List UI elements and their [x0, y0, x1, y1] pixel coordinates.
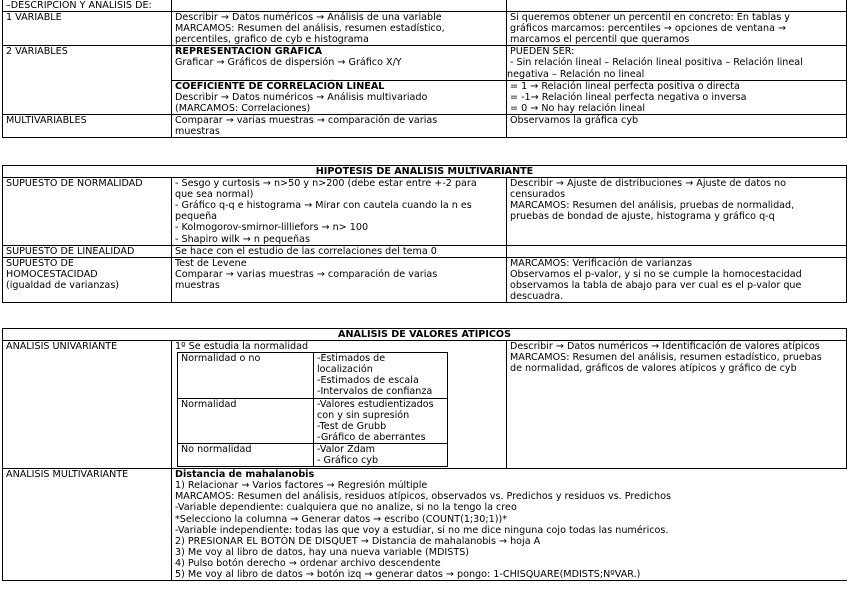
row-label: HOMOCESTACIDAD — [6, 268, 98, 280]
cell-line: Observamos el p-valor, y si no se cumple la homocestacidad — [510, 268, 802, 280]
cell-line: muestras — [175, 279, 220, 291]
row-label: SUPUESTO DE NORMALIDAD — [3, 178, 172, 246]
cell-line: -Estimados de — [317, 353, 386, 365]
cell-line: = 0 → No hay relación lineal — [510, 102, 646, 114]
row-label: ANÁLISIS MULTIVARIANTE — [3, 469, 172, 581]
cell-line: = 1 → Relación lineal perfecta positiva o directa — [510, 80, 740, 92]
inner-row — [178, 398, 448, 443]
section-title: COEFICIENTE DE CORRELACIÓN LINEAL — [175, 80, 385, 92]
cell-line: Comparar → varias muestras → comparación de varias — [175, 268, 438, 280]
cell-line: Si queremos obtener un percentil en concreto: En tablas y — [510, 12, 790, 24]
row-univariante — [3, 341, 847, 469]
descripcion-table — [2, 0, 847, 138]
section-title: Distancia de mahalanobis — [175, 469, 315, 481]
table2-title: HIPÓTESIS DE ANÁLISIS MULTIVARIANTE — [3, 166, 847, 178]
cell-line: -Test de Grubb — [317, 420, 387, 432]
cell-line: 1º Se estudia la normalidad — [175, 341, 309, 353]
cell-line: (MARCAMOS: Correlaciones) — [175, 102, 311, 114]
cell-line: muestras — [175, 126, 220, 138]
cell-line: MARCAMOS: Resumen del análisis, resumen estadístico, pruebas — [510, 352, 822, 364]
cell-line: pruebas de bondad de ajuste, histograma y gráfico q-q — [510, 211, 775, 223]
row-label: SUPUESTO DE — [6, 257, 74, 269]
cell-line: - Sesgo y curtosis → n>50 y n>200 (debe estar entre +-2 para — [175, 178, 477, 190]
cell-line: Describir → Datos numéricos → Análisis de una variable — [175, 12, 442, 24]
cell-line: Describir → Ajuste de distribuciones → Ajuste de datos no — [510, 178, 786, 190]
cell-line: MARCAMOS: Resumen del análisis, pruebas de normalidad, — [510, 200, 795, 212]
row-label: 2 VARIABLES — [3, 46, 172, 115]
cell-line: -Intervalos de confianza — [317, 386, 433, 398]
cell-line: censurados — [510, 189, 566, 201]
cell-line: *Selecciono la columna → Generar datos → escribo (COUNT(1;30;1))* — [175, 513, 507, 525]
cell-line: MARCAMOS: Resumen del análisis, resumen estadístico, — [175, 23, 445, 35]
cell-line: marcamos el percentil que queramos — [510, 34, 690, 46]
cell-line: pequeña — [175, 211, 218, 223]
row-multivariante — [3, 469, 847, 581]
cell-line: Test de Levene — [175, 257, 247, 269]
row-normalidad — [3, 178, 847, 246]
cell-line: gráficos marcamos: percentiles → opciones de ventana → — [510, 23, 787, 35]
cell-line: descuadra. — [510, 291, 564, 303]
cell-line: 5) Me voy al libro de datos → botón izq → generar datos → pongo: 1-CHISQUARE(MDISTS;NºVAR.) — [175, 568, 641, 580]
cell-line: PUEDEN SER: — [510, 46, 575, 58]
cell-line: de normalidad, gráficos de valores atípicos y gráfico de cyb — [510, 363, 797, 375]
cell-line: con y sin supresión — [317, 409, 410, 421]
row-multivariables — [3, 114, 847, 137]
row-label: 1 VARIABLE — [3, 12, 172, 46]
row-label: SUPUESTO DE LINEALIDAD — [3, 245, 172, 257]
cell-line: Comparar → varias muestras → comparación de varias — [175, 114, 438, 126]
cell-line: Se hace con el estudio de las correlaciones del tema 0 — [175, 245, 437, 257]
cell-line: - Sin relación lineal – Relación lineal positiva – Relación lineal — [510, 57, 803, 69]
cell-line: -Valor Zdam — [317, 443, 376, 455]
row-homocestacidad — [3, 257, 847, 302]
cell-line: MARCAMOS: Resumen del análisis, residuos atípicos, observados vs. Predichos y residuos vs. Predichos — [175, 491, 671, 503]
table3-title: ANÁLISIS DE VALORES ATÍPICOS — [3, 329, 847, 341]
cell-line: negativa – Relación no lineal — [507, 68, 645, 80]
inner-key: Normalidad — [178, 398, 314, 443]
cell-line: 2) PRESIONAR EL BOTÓN DE DISQUET → Distancia de mahalanobis → hoja A — [175, 535, 541, 547]
cell-line: = -1→ Relación lineal perfecta negativa o inversa — [510, 91, 747, 103]
cell-line: 3) Me voy al libro de datos, hay una nueva variable (MDISTS) — [175, 546, 470, 558]
row-2-variables-grafica — [3, 46, 847, 80]
cell-line: observamos la tabla de abajo para ver cual es el p-valor que — [510, 279, 802, 291]
cell-line: - Gráfico q-q e histograma → Mirar con cautela cuando la n es — [175, 200, 472, 212]
inner-row — [178, 353, 448, 398]
cell-line: -Variable independiente: todas las que voy a estudiar, si no me dice ninguna cojo todas las numéricos. — [175, 524, 669, 536]
cell-line: 1) Relacionar → Varios factores → Regresión múltiple — [175, 480, 428, 492]
cell-line: - Gráfico cyb — [317, 455, 379, 467]
inner-row — [178, 443, 448, 466]
row-label: MULTIVARIABLES — [3, 114, 172, 137]
cell-line: - Shapiro wilk → n pequeñas — [175, 233, 310, 245]
row-label: (igualdad de varianzas) — [6, 279, 120, 291]
cell-line: localización — [317, 364, 373, 376]
cell-line: Graficar → Gráficos de dispersión → Gráfico X/Y — [175, 57, 402, 69]
cell-line: percentiles, grafico de cyb e histograma — [175, 34, 369, 46]
cell-line: que sea normal) — [175, 189, 254, 201]
row-label: ANÁLISIS UNIVARIANTE — [3, 341, 172, 469]
valores-atipicos-table — [2, 328, 847, 581]
cell-line: 4) Pulso botón derecho → ordenar archivo descendente — [175, 557, 441, 569]
cell-line: -Gráfico de aberrantes — [317, 431, 426, 443]
inner-key: No normalidad — [178, 443, 314, 466]
cell-line: MARCAMOS: Verificación de varianzas — [510, 257, 693, 269]
inner-key: Normalidad o no — [178, 353, 314, 398]
cell-line: Describir → Datos numéricos → Identificación de valores atípicos — [510, 341, 820, 353]
cell-line: -Estimados de escala — [317, 375, 419, 387]
cell-line: -Valores estudientizados — [317, 398, 434, 410]
normalidad-inner-table — [177, 352, 448, 467]
cell-line: - Kolmogorov-smirnor-lilliefors → n> 100 — [175, 222, 369, 234]
cell-line: -Variable dependiente: cualquiera que no analize, si no la tengo la creo — [175, 502, 517, 514]
row-1-variable — [3, 12, 847, 46]
section-title: REPRESENTACIÓN GRÁFICA — [175, 46, 323, 58]
cell-line: Observamos la gráfica cyb — [510, 114, 639, 126]
table1-header: –DESCRIPCIÓN Y ANÁLISIS DE: — [3, 0, 172, 12]
cell-line: Describir → Datos numéricos → Análisis multivariado — [175, 91, 428, 103]
hipotesis-table — [2, 165, 847, 303]
row-linealidad — [3, 245, 847, 257]
